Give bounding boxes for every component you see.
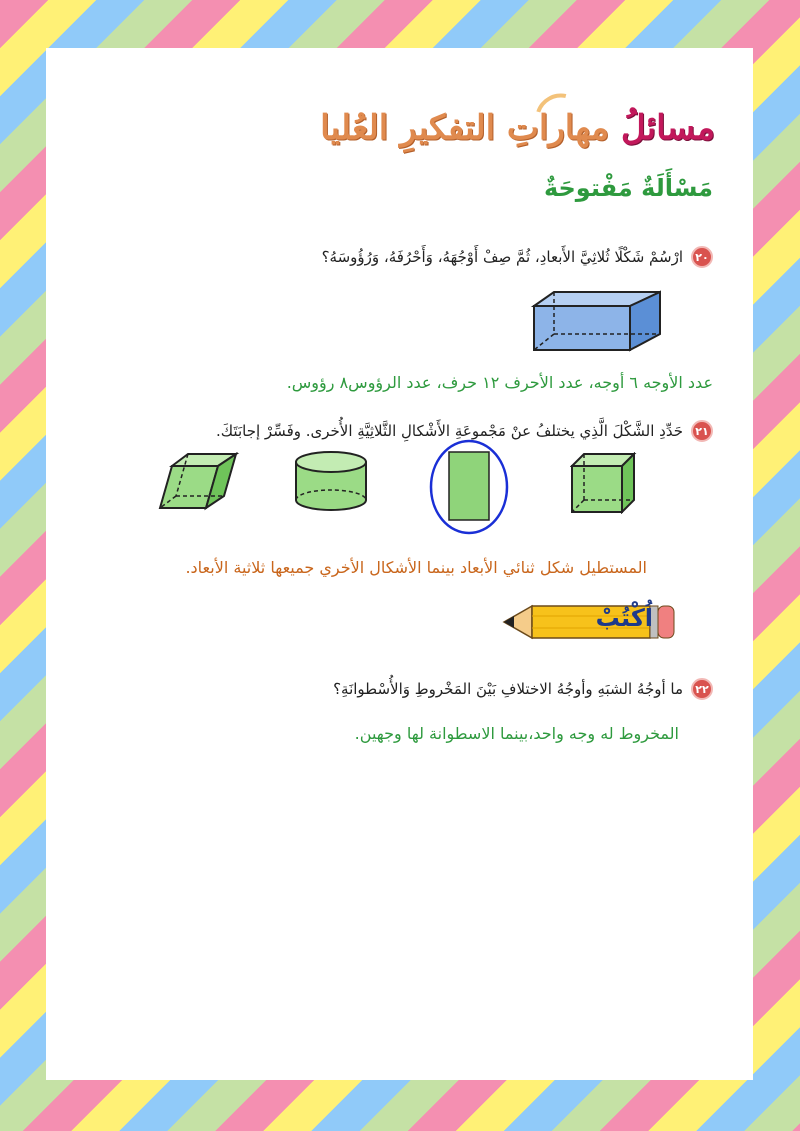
page-title (320, 108, 715, 148)
question-22 (333, 678, 713, 700)
question-text: ما أوجُهُ الشبَهِ وأوجُهُ الاختلافِ بَيْنَ المَخْروطِ وَالأُسْطوانَةِ؟ (333, 680, 683, 698)
title-first-word: مسائلُ (620, 108, 715, 148)
question-text: حَدِّدِ الشَّكْلَ الَّذِي يختلفُ عنْ مَجْموعَةِ الأَشْكالِ الثَّلاثِيَّةِ الأُخرى. وفَسِّرْ إجابَتَكَ. (216, 422, 683, 440)
title-rest: مهاراتِ التفكيرِ العُليا (320, 108, 610, 148)
question-number-badge: ٢١ (691, 420, 713, 442)
section-subtitle: مَسْأَلَةٌ مَفْتوحَةٌ (543, 174, 713, 202)
parallelepiped-drawing (158, 452, 244, 512)
cube-drawing (570, 452, 638, 514)
rectangular-prism-drawing (530, 288, 665, 354)
question-number-badge: ٢٠ (691, 246, 713, 268)
question-20 (322, 246, 713, 268)
worksheet-page (46, 48, 753, 1080)
question-text: ارْسُمْ شَكْلًا ثُلاثِيَّ الأَبعادِ، ثُمَّ صِفْ أَوْجُهَهُ، وَأَحْرُفَهُ، وَرُؤُوسَهُ؟ (321, 248, 683, 266)
rectangle-drawing-circled (426, 438, 512, 536)
answer-20: عدد الأوجه ٦ أوجه، عدد الأحرف ١٢ حرف، عدد الرؤوس٨ رؤوس. (286, 373, 713, 392)
answer-21: المستطيل شكل ثنائي الأبعاد بينما الأشكال الأخري جميعها ثلاثية الأبعاد. (185, 558, 647, 577)
cylinder-drawing (292, 450, 370, 514)
write-label: اُكْتُبْ (595, 604, 653, 632)
question-number-badge: ٢٢ (691, 678, 713, 700)
answer-22: المخروط له وجه واحد،بينما الاسطوانة لها وجهين. (354, 724, 679, 743)
